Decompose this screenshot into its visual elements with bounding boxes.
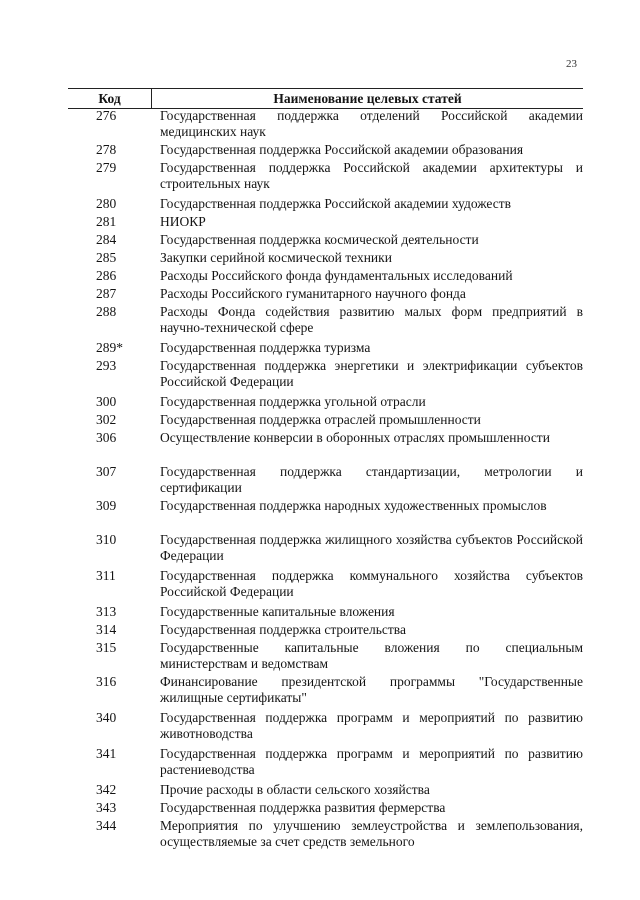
row-name: Государственная поддержка развития фермерства xyxy=(160,800,446,815)
header-code: Код xyxy=(98,91,121,106)
row-name: Осуществление конверсии в оборонных отраслях промышленности xyxy=(160,430,550,445)
row-name: Государственные капитальные вложения xyxy=(160,604,395,619)
row-code: 340 xyxy=(96,710,117,725)
row-code: 343 xyxy=(96,800,117,815)
row-name: Государственная поддержка стандартизации, метрологии и сертификации xyxy=(160,464,583,495)
row-code: 302 xyxy=(96,412,117,427)
row-code: 342 xyxy=(96,782,117,797)
row-name: Прочие расходы в области сельского хозяйства xyxy=(160,782,430,797)
row-code: 279 xyxy=(96,160,117,175)
row-name: Государственная поддержка программ и мероприятий по развитию животноводства xyxy=(160,710,583,741)
row-name: Государственная поддержка энергетики и электрификации субъектов Российской Федерации xyxy=(160,358,583,389)
row-code: 278 xyxy=(96,142,117,157)
row-code: 310 xyxy=(96,532,117,547)
row-name: Расходы Российского гуманитарного научного фонда xyxy=(160,286,466,301)
row-name: Расходы Российского фонда фундаментальных исследований xyxy=(160,268,513,283)
row-name: Государственная поддержка отраслей промышленности xyxy=(160,412,481,427)
row-code: 341 xyxy=(96,746,117,761)
row-code: 289* xyxy=(96,340,123,355)
row-code: 315 xyxy=(96,640,117,655)
row-name: Государственная поддержка строительства xyxy=(160,622,406,637)
row-code: 307 xyxy=(96,464,117,479)
row-code: 300 xyxy=(96,394,117,409)
row-name: Государственные капитальные вложения по специальным министерствам и ведомствам xyxy=(160,640,583,671)
row-name: Государственная поддержка жилищного хозяйства субъектов Российской Федерации xyxy=(160,532,583,563)
row-name: Государственная поддержка программ и мероприятий по развитию растениеводства xyxy=(160,746,583,777)
row-name: Государственная поддержка туризма xyxy=(160,340,371,355)
row-name: Государственная поддержка коммунального хозяйства субъектов Российской Федерации xyxy=(160,568,583,599)
table-header xyxy=(68,88,583,109)
row-code: 276 xyxy=(96,108,117,123)
row-name: Государственная поддержка Российской академии архитектуры и строительных наук xyxy=(160,160,583,191)
row-name: Государственная поддержка Российской академии образования xyxy=(160,142,524,157)
row-name: Государственная поддержка Российской академии художеств xyxy=(160,196,511,211)
row-code: 287 xyxy=(96,286,117,301)
row-code: 281 xyxy=(96,214,117,229)
row-code: 284 xyxy=(96,232,117,247)
row-code: 293 xyxy=(96,358,117,373)
row-code: 309 xyxy=(96,498,117,513)
page-number: 23 xyxy=(566,58,577,70)
row-code: 285 xyxy=(96,250,117,265)
row-code: 286 xyxy=(96,268,117,283)
row-code: 313 xyxy=(96,604,117,619)
row-code: 344 xyxy=(96,818,117,833)
row-code: 280 xyxy=(96,196,117,211)
row-name: НИОКР xyxy=(160,214,206,229)
row-code: 288 xyxy=(96,304,117,319)
row-name: Мероприятия по улучшению землеустройства и землепользования, осуществляемые за счет средств земельного xyxy=(160,818,583,849)
header-name: Наименование целевых статей xyxy=(273,91,462,106)
row-name: Финансирование президентской программы "Государственные жилищные сертификаты" xyxy=(160,674,583,705)
row-code: 306 xyxy=(96,430,117,445)
row-code: 314 xyxy=(96,622,117,637)
row-name: Государственная поддержка отделений Российской академии медицинских наук xyxy=(160,108,583,139)
row-name: Закупки серийной космической техники xyxy=(160,250,392,265)
row-code: 311 xyxy=(96,568,116,583)
row-name: Государственная поддержка космической деятельности xyxy=(160,232,479,247)
row-name: Государственная поддержка народных художественных промыслов xyxy=(160,498,547,513)
row-code: 316 xyxy=(96,674,117,689)
row-name: Государственная поддержка угольной отрасли xyxy=(160,394,426,409)
row-name: Расходы Фонда содействия развитию малых форм предприятий в научно-технической сфере xyxy=(160,304,583,335)
